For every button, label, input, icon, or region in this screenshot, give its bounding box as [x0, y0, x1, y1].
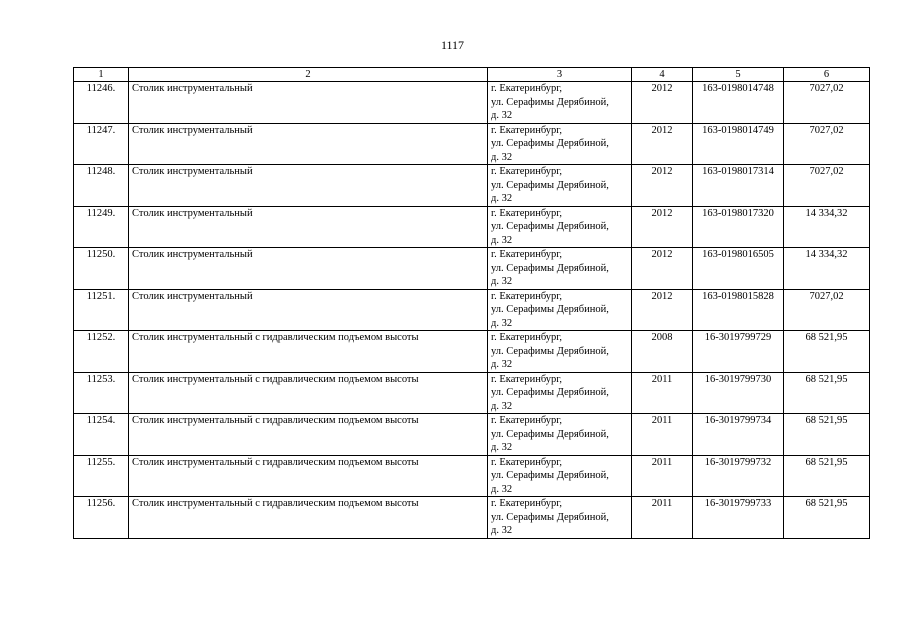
table-body — [74, 82, 870, 539]
year-cell: 2012 — [632, 82, 693, 124]
inventory-number-cell: 163-0198017320 — [693, 206, 784, 248]
address-cell — [488, 372, 632, 414]
row-number-cell: 11250. — [74, 248, 129, 290]
address-line: г. Екатеринбург, — [491, 456, 563, 468]
address-line: д. 32 — [491, 400, 513, 412]
cost-cell: 7027,02 — [784, 289, 870, 331]
table-row — [74, 82, 870, 124]
cost-cell: 14 334,32 — [784, 206, 870, 248]
year-cell: 2011 — [632, 414, 693, 456]
row-number-cell: 11251. — [74, 289, 129, 331]
address-cell — [488, 414, 632, 456]
cost-cell: 68 521,95 — [784, 414, 870, 456]
year-cell: 2012 — [632, 165, 693, 207]
address-line: ул. Серафимы Дерябиной, — [491, 304, 609, 315]
year-cell: 2012 — [632, 206, 693, 248]
inventory-number-cell: 16-3019799730 — [693, 372, 784, 414]
header-row — [74, 68, 870, 82]
year-cell: 2011 — [632, 497, 693, 539]
inventory-number-cell: 16-3019799729 — [693, 331, 784, 373]
row-number-cell: 11247. — [74, 123, 129, 165]
property-registry-table — [73, 67, 870, 539]
address-line: д. 32 — [491, 151, 513, 163]
address-line: д. 32 — [491, 359, 513, 370]
address-cell — [488, 165, 632, 207]
address-line: д. 32 — [491, 276, 513, 287]
item-name-cell: Столик инструментальный с гидравлическим подъемом высоты — [129, 414, 488, 456]
address-line: г. Екатеринбург, — [491, 290, 563, 302]
address-cell — [488, 289, 632, 331]
address-line: ул. Серафимы Дерябиной, — [491, 96, 609, 108]
table-row — [74, 331, 870, 373]
item-name-cell: Столик инструментальный — [129, 82, 488, 124]
column-header-1: 1 — [74, 68, 129, 82]
address-cell — [488, 497, 632, 539]
table-row — [74, 206, 870, 248]
address-cell — [488, 82, 632, 124]
year-cell: 2011 — [632, 455, 693, 497]
year-cell: 2012 — [632, 289, 693, 331]
column-header-5: 5 — [693, 68, 784, 82]
row-number-cell: 11246. — [74, 82, 129, 124]
address-line: д. 32 — [491, 442, 513, 453]
address-line: г. Екатеринбург, — [491, 166, 563, 177]
row-number-cell: 11249. — [74, 206, 129, 248]
address-line: д. 32 — [491, 110, 513, 121]
cost-cell: 7027,02 — [784, 165, 870, 207]
year-cell: 2008 — [632, 331, 693, 373]
address-line: г. Екатеринбург, — [491, 415, 563, 426]
item-name-cell: Столик инструментальный с гидравлическим подъемом высоты — [129, 331, 488, 373]
column-header-2: 2 — [129, 68, 488, 82]
inventory-number-cell: 163-0198016505 — [693, 248, 784, 290]
inventory-number-cell: 163-0198017314 — [693, 165, 784, 207]
address-line: г. Екатеринбург, — [491, 373, 563, 385]
row-number-cell: 11255. — [74, 455, 129, 497]
item-name-cell: Столик инструментальный — [129, 289, 488, 331]
address-line: ул. Серафимы Дерябиной, — [491, 262, 609, 274]
table-row — [74, 372, 870, 414]
table-header — [74, 68, 870, 82]
inventory-number-cell: 16-3019799734 — [693, 414, 784, 456]
table-row — [74, 497, 870, 539]
page-number: 1117 — [440, 38, 465, 52]
year-cell: 2012 — [632, 248, 693, 290]
table-row — [74, 123, 870, 165]
address-line: ул. Серафимы Дерябиной, — [491, 387, 609, 398]
row-number-cell: 11253. — [74, 372, 129, 414]
table-row — [74, 414, 870, 456]
cost-cell: 14 334,32 — [784, 248, 870, 290]
address-cell — [488, 206, 632, 248]
inventory-number-cell: 163-0198014748 — [693, 82, 784, 124]
address-cell — [488, 331, 632, 373]
address-line: г. Екатеринбург, — [491, 498, 563, 509]
row-number-cell: 11256. — [74, 497, 129, 539]
table-row — [74, 455, 870, 497]
cost-cell: 68 521,95 — [784, 497, 870, 539]
address-line: д. 32 — [491, 483, 513, 495]
address-line: д. 32 — [491, 193, 513, 204]
inventory-number-cell: 16-3019799733 — [693, 497, 784, 539]
cost-cell: 68 521,95 — [784, 331, 870, 373]
address-line: г. Екатеринбург, — [491, 83, 563, 94]
table-row — [74, 248, 870, 290]
address-line: ул. Серафимы Дерябиной, — [491, 179, 609, 191]
column-header-3: 3 — [488, 68, 632, 82]
address-line: ул. Серафимы Дерябиной, — [491, 138, 609, 149]
address-line: ул. Серафимы Дерябиной, — [491, 511, 609, 523]
item-name-cell: Столик инструментальный — [129, 206, 488, 248]
inventory-number-cell: 163-0198014749 — [693, 123, 784, 165]
row-number-cell: 11248. — [74, 165, 129, 207]
address-line: г. Екатеринбург, — [491, 207, 563, 219]
inventory-number-cell: 16-3019799732 — [693, 455, 784, 497]
item-name-cell: Столик инструментальный с гидравлическим подъемом высоты — [129, 455, 488, 497]
address-line: д. 32 — [491, 525, 513, 536]
table-row — [74, 289, 870, 331]
cost-cell: 7027,02 — [784, 123, 870, 165]
column-header-4: 4 — [632, 68, 693, 82]
address-line: г. Екатеринбург, — [491, 249, 563, 260]
cost-cell: 68 521,95 — [784, 455, 870, 497]
cost-cell: 7027,02 — [784, 82, 870, 124]
row-number-cell: 11252. — [74, 331, 129, 373]
address-line: ул. Серафимы Дерябиной, — [491, 428, 609, 440]
item-name-cell: Столик инструментальный с гидравлическим подъемом высоты — [129, 372, 488, 414]
item-name-cell: Столик инструментальный — [129, 248, 488, 290]
address-cell — [488, 123, 632, 165]
address-line: г. Екатеринбург, — [491, 124, 563, 136]
item-name-cell: Столик инструментальный — [129, 165, 488, 207]
inventory-number-cell: 163-0198015828 — [693, 289, 784, 331]
address-cell — [488, 455, 632, 497]
year-cell: 2011 — [632, 372, 693, 414]
cost-cell: 68 521,95 — [784, 372, 870, 414]
row-number-cell: 11254. — [74, 414, 129, 456]
address-line: д. 32 — [491, 317, 513, 329]
year-cell: 2012 — [632, 123, 693, 165]
address-line: г. Екатеринбург, — [491, 332, 563, 343]
item-name-cell: Столик инструментальный — [129, 123, 488, 165]
address-cell — [488, 248, 632, 290]
table-row — [74, 165, 870, 207]
address-line: ул. Серафимы Дерябиной, — [491, 345, 609, 357]
column-header-6: 6 — [784, 68, 870, 82]
item-name-cell: Столик инструментальный с гидравлическим подъемом высоты — [129, 497, 488, 539]
address-line: д. 32 — [491, 234, 513, 246]
address-line: ул. Серафимы Дерябиной, — [491, 470, 609, 481]
address-line: ул. Серафимы Дерябиной, — [491, 221, 609, 232]
